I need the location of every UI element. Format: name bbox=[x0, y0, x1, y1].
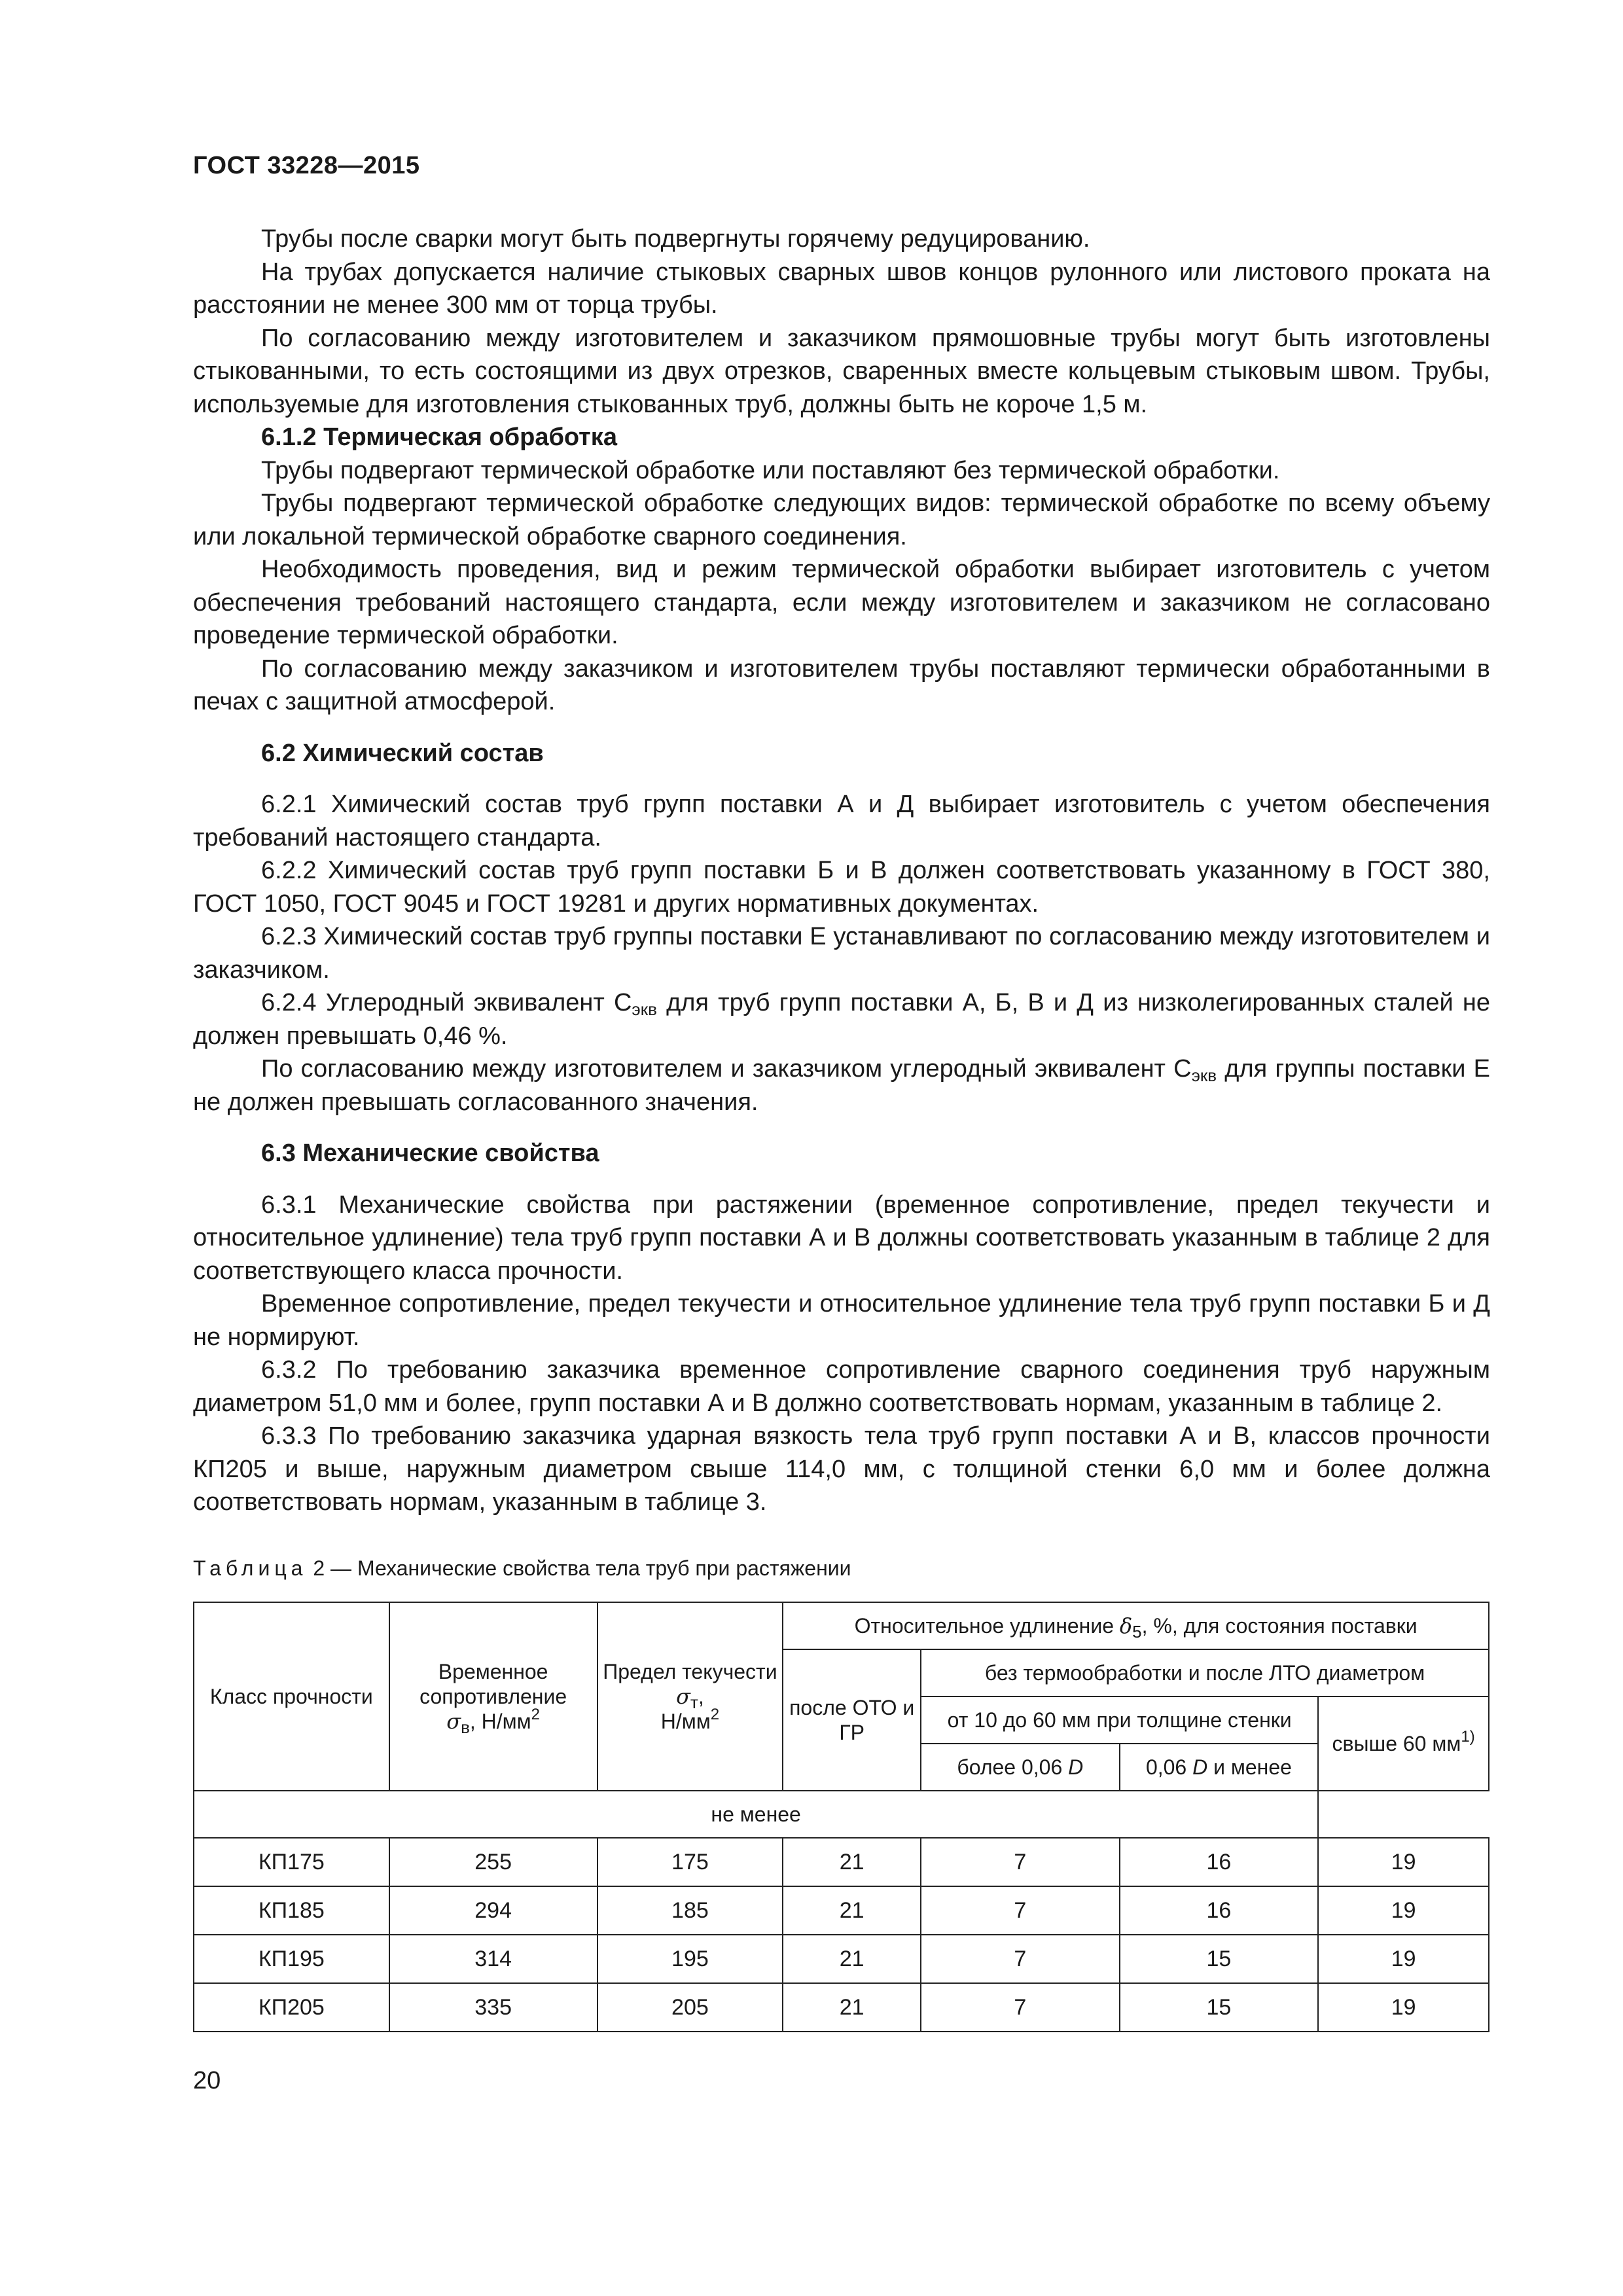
paragraph: Трубы после сварки могут быть подвергнуты горячему редуцированию. bbox=[261, 225, 1090, 253]
table-cell: 19 bbox=[1318, 1838, 1489, 1886]
header-not-less: не менее bbox=[194, 1791, 1318, 1838]
header-text: более 0,06 bbox=[957, 1755, 1069, 1779]
table-cell: 7 bbox=[921, 1838, 1120, 1886]
superscript: 2 bbox=[531, 1706, 541, 1723]
section-heading: 6.3 Механические свойства bbox=[261, 1139, 599, 1167]
table-cell: 314 bbox=[389, 1935, 597, 1983]
header-text: 0,06 bbox=[1145, 1755, 1193, 1779]
header-text: Временное сопротивление bbox=[419, 1660, 567, 1708]
caption-word: Таблица bbox=[193, 1556, 308, 1580]
table-header-row bbox=[194, 1791, 1489, 1838]
section-heading: 6.2 Химический состав bbox=[261, 739, 544, 767]
mechanical-properties-table bbox=[193, 1602, 1489, 2032]
paragraph: Временное сопротивление, предел текучести и относительное удлинение тела труб групп поставки Б и Д не нормируют. bbox=[193, 1290, 1490, 1351]
header-text: и менее bbox=[1207, 1755, 1292, 1779]
footnote-mark: 1) bbox=[1461, 1728, 1475, 1746]
paragraph: 6.3.1 Механические свойства при растяжении (временное сопротивление, предел текучести и относительное удлинение) тела труб групп поставки А и В должны соответствовать указанным в таблице 2 для соответствующего класса прочности. bbox=[193, 1191, 1490, 1285]
table-cell: 205 bbox=[597, 1983, 783, 2032]
table-caption bbox=[193, 1556, 851, 1581]
paragraph: 6.2.2 Химический состав труб групп поставки Б и В должен соответствовать указанному в ГОСТ 380, ГОСТ 1050, ГОСТ 9045 и ГОСТ 19281 и других нормативных документах. bbox=[193, 857, 1490, 918]
table-cell: 185 bbox=[597, 1886, 783, 1935]
header-text: свыше 60 мм bbox=[1332, 1732, 1461, 1755]
paragraph: Необходимость проведения, вид и режим термической обработки выбирает изготовитель с учетом обеспечения требований настоящего стандарта, если между изготовителем и заказчиком не согласовано проведение термической обработки. bbox=[193, 556, 1490, 649]
subscript: 5 bbox=[1132, 1622, 1142, 1641]
header-no-heat-treatment: без термообработки и после ЛТО диаметром bbox=[921, 1649, 1489, 1696]
subscript: экв bbox=[1191, 1066, 1217, 1085]
sigma-symbol: σ bbox=[676, 1684, 690, 1709]
paragraph: По согласованию между заказчиком и изготовителем трубы поставляют термически обработанными в печах с защитной атмосферой. bbox=[193, 655, 1490, 715]
table-cell: 19 bbox=[1318, 1983, 1489, 2032]
header-after-heat-treatment: после ОТО и ГР bbox=[783, 1649, 921, 1791]
table-cell: 195 bbox=[597, 1935, 783, 1983]
table-cell: 7 bbox=[921, 1983, 1120, 2032]
table-cell: 7 bbox=[921, 1935, 1120, 1983]
header-text: , %, для состояния поставки bbox=[1141, 1614, 1418, 1638]
table-row bbox=[194, 1983, 1489, 2032]
paragraph: Трубы подвергают термической обработке или поставляют без термической обработки. bbox=[261, 456, 1280, 484]
table-cell: 335 bbox=[389, 1983, 597, 2032]
page-number: 20 bbox=[193, 2067, 221, 2094]
table-row bbox=[194, 1886, 1489, 1935]
subsection-heading: 6.1.2 Термическая обработка bbox=[261, 423, 617, 451]
table-cell: 21 bbox=[783, 1935, 921, 1983]
subscript: в bbox=[461, 1717, 470, 1737]
paragraph: 6.3.3 По требованию заказчика ударная вязкость тела труб групп поставки А и В, классов прочности КП205 и выше, наружным диаметром свыше 114,0 мм, с толщиной стенки 6,0 мм и более должна соответствовать нормам, указанным в таблице 3. bbox=[193, 1422, 1490, 1516]
header-text: Предел текучести bbox=[603, 1660, 777, 1683]
table-row bbox=[194, 1838, 1489, 1886]
body-text bbox=[193, 223, 1490, 1519]
paragraph: 6.2.1 Химический состав труб групп поставки А и Д выбирает изготовитель с учетом обеспечения требований настоящего стандарта. bbox=[193, 791, 1490, 852]
table-cell: 15 bbox=[1120, 1983, 1319, 2032]
paragraph: Трубы подвергают термической обработке следующих видов: термической обработке по всему объему или локальной термической обработке сварного соединения. bbox=[193, 490, 1490, 550]
italic-d: D bbox=[1068, 1755, 1084, 1779]
text-run: 6.2.4 Углеродный эквивалент С bbox=[261, 989, 632, 1016]
table-cell: 255 bbox=[389, 1838, 597, 1886]
superscript: 2 bbox=[710, 1706, 720, 1723]
paragraph bbox=[193, 1052, 1490, 1119]
table-cell: 15 bbox=[1120, 1935, 1319, 1983]
subscript: экв bbox=[632, 999, 657, 1019]
table-cell: 16 bbox=[1120, 1838, 1319, 1886]
header-more-006d bbox=[921, 1744, 1120, 1791]
paragraph: По согласованию между изготовителем и заказчиком прямошовные трубы могут быть изготовлены стыкованными, то есть состоящими из двух отрезков, сваренных вместе кольцевым стыковым швом. Трубы, используемые для изготовления стыкованных труб, должны быть не короче 1,5 м. bbox=[193, 324, 1490, 418]
header-tensile-strength bbox=[389, 1602, 597, 1791]
document-header: ГОСТ 33228—2015 bbox=[193, 152, 420, 179]
italic-d: D bbox=[1192, 1755, 1208, 1779]
table-cell: КП175 bbox=[194, 1838, 389, 1886]
table-cell: 19 bbox=[1318, 1886, 1489, 1935]
text-run: для группы поставки Е не должен превышать согласованного значения. bbox=[193, 1055, 1490, 1116]
paragraph: 6.2.3 Химический состав труб группы поставки Е устанавливают по согласованию между изготовителем и заказчиком. bbox=[193, 923, 1490, 984]
table-cell: 175 bbox=[597, 1838, 783, 1886]
text-run: для труб групп поставки А, Б, В и Д из низколегированных сталей не должен превышать 0,46 %. bbox=[193, 989, 1490, 1050]
table-cell: 21 bbox=[783, 1838, 921, 1886]
header-class: Класс прочности bbox=[194, 1602, 389, 1791]
text-run: По согласованию между изготовителем и заказчиком углеродный эквивалент С bbox=[261, 1055, 1192, 1083]
table-cell: 19 bbox=[1318, 1935, 1489, 1983]
table-row bbox=[194, 1935, 1489, 1983]
caption-text: 2 — Механические свойства тела труб при растяжении bbox=[313, 1556, 851, 1580]
header-over-60mm bbox=[1318, 1696, 1489, 1791]
table-cell: 16 bbox=[1120, 1886, 1319, 1935]
header-text: Относительное удлинение bbox=[854, 1614, 1115, 1638]
header-less-006d bbox=[1120, 1744, 1319, 1791]
paragraph bbox=[193, 986, 1490, 1052]
paragraph: 6.3.2 По требованию заказчика временное сопротивление сварного соединения труб наружным диаметром 51,0 мм и более, групп поставки А и В должно соответствовать нормам, указанным в таблице 2. bbox=[193, 1356, 1490, 1417]
header-unit: , Н/мм bbox=[469, 1710, 531, 1733]
table-cell: 7 bbox=[921, 1886, 1120, 1935]
header-elongation bbox=[783, 1602, 1489, 1649]
table-cell: 294 bbox=[389, 1886, 597, 1935]
header-10-to-60mm: от 10 до 60 мм при толщине стенки bbox=[921, 1696, 1318, 1744]
header-comma: , bbox=[698, 1685, 704, 1708]
subscript: т bbox=[690, 1693, 698, 1712]
header-yield-strength bbox=[597, 1602, 783, 1791]
header-unit: Н/мм bbox=[660, 1710, 711, 1733]
paragraph: На трубах допускается наличие стыковых сварных швов концов рулонного или листового проката на расстоянии не менее 300 мм от торца трубы. bbox=[193, 258, 1490, 319]
table-cell: 21 bbox=[783, 1886, 921, 1935]
sigma-symbol: σ bbox=[446, 1709, 461, 1734]
table-cell: 21 bbox=[783, 1983, 921, 2032]
table-cell: КП185 bbox=[194, 1886, 389, 1935]
table-cell: КП195 bbox=[194, 1935, 389, 1983]
table-header-row bbox=[194, 1602, 1489, 1649]
table-cell: КП205 bbox=[194, 1983, 389, 2032]
delta-symbol: δ bbox=[1119, 1613, 1133, 1638]
